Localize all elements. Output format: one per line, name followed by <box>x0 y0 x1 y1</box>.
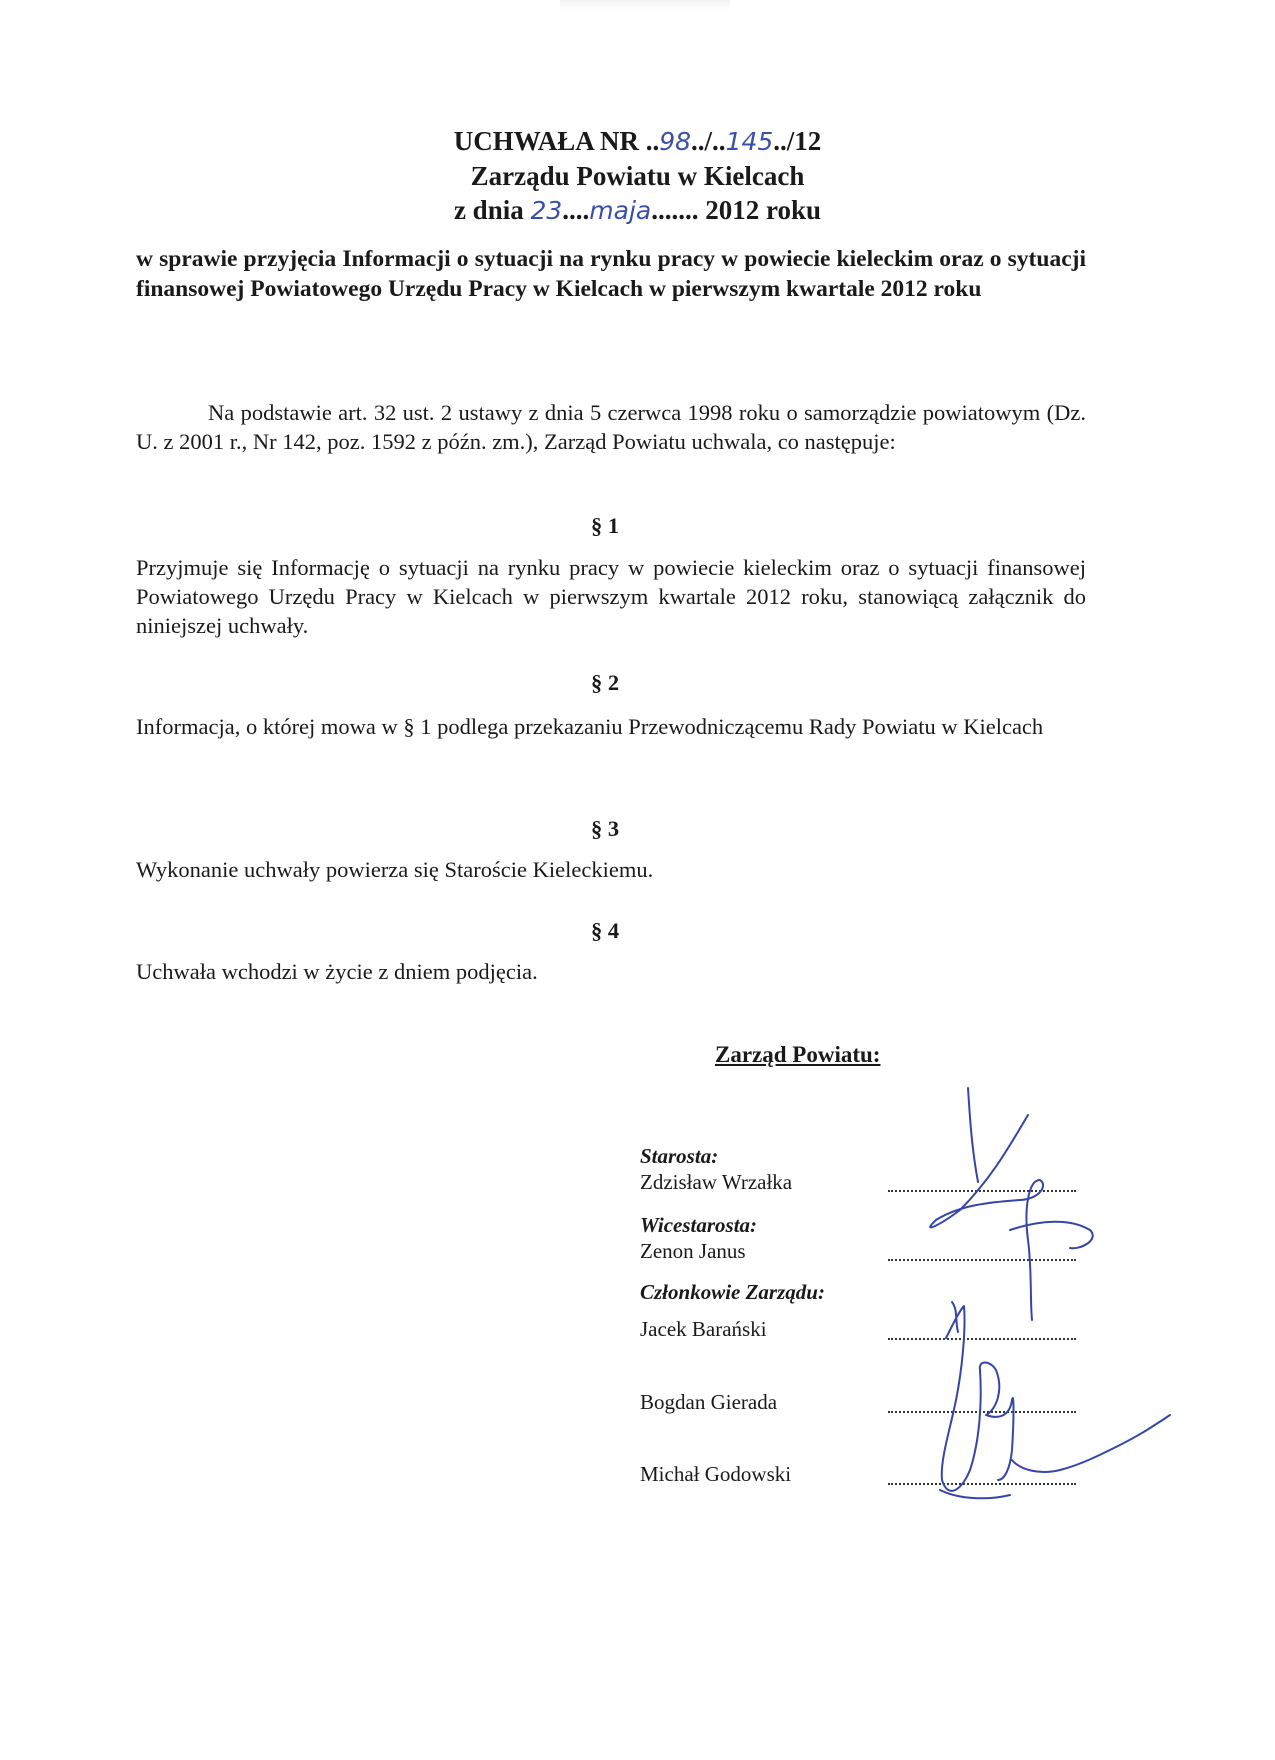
section-2-label: § 2 <box>590 670 620 695</box>
board-signature-title: Zarząd Powiatu: <box>715 1042 881 1067</box>
handwritten-number: 98 <box>659 127 692 156</box>
resolution-number-line <box>0 124 1275 159</box>
issuing-body: Zarządu Powiatu w Kielcach <box>470 161 805 191</box>
date-dots: .... <box>562 195 590 225</box>
member-name-1: Jacek Barański <box>640 1317 767 1341</box>
resolution-subject: w sprawie przyjęcia Informacji o sytuacji na rynku pracy w powiecie kieleckim oraz o sytuacji finansowej Powiatowego Urzędu Pracy w Kielcach w pierwszym kwartale 2012 roku <box>136 246 1086 302</box>
handwritten-month: maja <box>589 196 652 225</box>
handwritten-day: 23 <box>530 196 563 225</box>
resolution-number-suffix: ../12 <box>773 126 822 156</box>
starosta-name: Zdzisław Wrzałka <box>640 1170 793 1194</box>
section-4-label: § 4 <box>590 918 620 943</box>
starosta-role: Starosta: <box>640 1144 719 1168</box>
section-3-label: § 3 <box>590 816 620 841</box>
scan-artifact <box>560 0 730 10</box>
resolution-number-separator: ../.. <box>691 126 726 156</box>
wicestarosta-role: Wicestarosta: <box>640 1213 758 1237</box>
wicestarosta-name: Zenon Janus <box>640 1239 746 1263</box>
member-name-3: Michał Godowski <box>640 1462 792 1486</box>
resolution-date-line <box>0 193 1275 228</box>
section-1-text: Przyjmuje się Informację o sytuacji na rynku pracy w powiecie kieleckim oraz o sytuacji finansowej Powiatowego Urzędu Pracy w Kielcach w pierwszym kwartale 2012 roku, stanowiącą załącznik do niniejszej uchwały. <box>136 555 1086 638</box>
section-1-label: § 1 <box>590 513 620 538</box>
board-members-role: Członkowie Zarządu: <box>640 1280 825 1304</box>
handwritten-signatures <box>900 1070 1200 1530</box>
member-name-2: Bogdan Gierada <box>640 1390 778 1414</box>
date-suffix: ....... 2012 roku <box>651 195 822 225</box>
resolution-number-prefix: UCHWAŁA NR .. <box>453 126 660 156</box>
section-4-text: Uchwała wchodzi w życie z dniem podjęcia. <box>136 959 538 984</box>
date-prefix: z dnia <box>453 195 531 225</box>
section-3-text: Wykonanie uchwały powierza się Staroście Kieleckiemu. <box>136 857 654 882</box>
handwritten-number-2: 145 <box>725 127 774 156</box>
legal-basis-paragraph: Na podstawie art. 32 ust. 2 ustawy z dnia 5 czerwca 1998 roku o samorządzie powiatowym (Dz. U. z 2001 r., Nr 142, poz. 1592 z późn. zm.), Zarząd Powiatu uchwala, co następuje: <box>136 400 1086 454</box>
section-2-text: Informacja, o której mowa w § 1 podlega przekazaniu Przewodniczącemu Rady Powiatu w Kielcach <box>136 714 1044 739</box>
resolution-header <box>0 124 1275 228</box>
